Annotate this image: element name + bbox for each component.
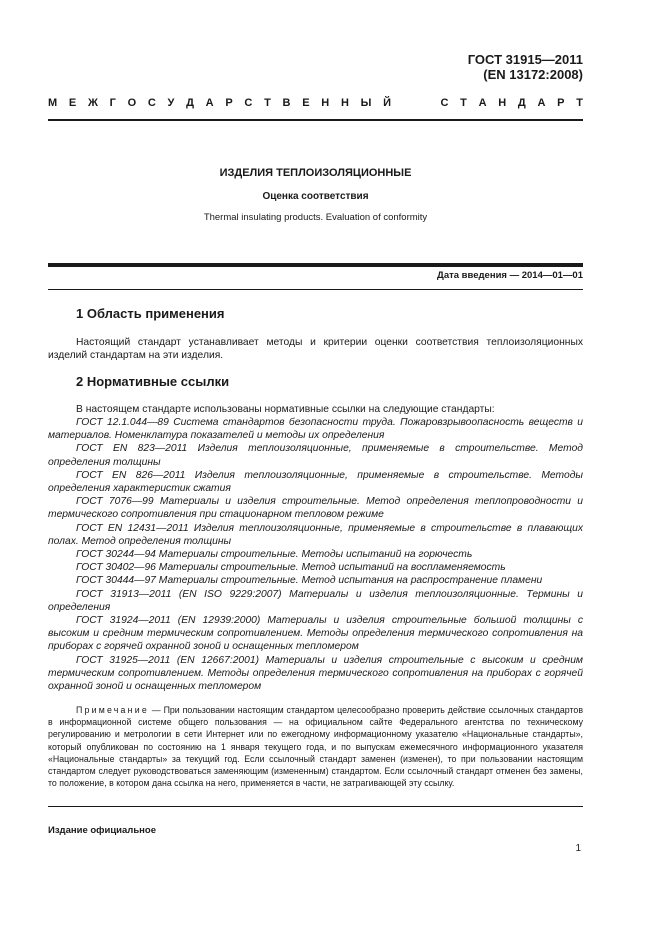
references-note [48,704,583,789]
section-heading-references: 2 Нормативные ссылки [76,374,230,389]
category-letter: А [537,97,546,109]
document-subtitle: Оценка соответствия [262,191,369,202]
references-intro: В настоящем стандарте использованы нормативные ссылки на следующие стандарты: [76,404,495,415]
category-letter: Т [576,97,583,109]
date-divider [48,289,583,290]
reference-item: ГОСТ 31924—2011 (EN 12939:2000) Материалы и изделия строительные большой толщины с высоким и средним термическим сопротивлением. Методы определения термического сопротивления на приборах с горячей охранной зоной и оснащенных тепломером [48,615,583,653]
document-english-title: Thermal insulating products. Evaluation of conformity [203,212,428,223]
category-letter: Ж [87,97,98,109]
category-letter: Г [109,97,116,109]
en-code: (EN 13172:2008) [483,67,583,82]
category-letter: Н [321,97,330,109]
category-letter: Т [264,97,271,109]
footer-divider [48,806,583,807]
category-letter: Ы [360,97,372,109]
reference-item: ГОСТ 31925—2011 (EN 12667:2001) Материалы и изделия строительные с высоким и средним термическим сопротивлением. Методы определения термического сопротивления на приборах с горячей охранной зоной и оснащенных тепломером [48,654,583,693]
category-letter: В [282,97,291,109]
reference-item: ГОСТ 30244—94 Материалы строительные. Методы испытаний на горючесть [76,549,473,561]
note-text: — При пользовании настоящим стандартом целесообразно проверить действие ссылочных стандартов в информационной системе общего пользования — на официальном сайте Федерального агентства по техническому регулированию и метрологии в сети Интернет или по ежегодному информационному указателю «Национальные стандарты», который опубликован по состоянию на 1 января текущего года, и по выпускам ежемесячного информационного указателя «Национальные стандарты» за текущий год. Если ссылочный стандарт заменен (изменен), то при пользовании настоящим стандартом следует руководствоваться заменяющим (измененным) стандартом. Если ссылочный стандарт отменен без замены, то положение, в котором дана ссылка на него, применяется в части, не затрагивающей эту ссылку. [48,705,583,789]
reference-item: ГОСТ 30444—97 Материалы строительные. Метод испытания на распространение пламени [76,575,543,587]
note-label: Примечание [76,705,149,715]
standard-code: ГОСТ 31915—2011 [467,52,583,67]
reference-item: ГОСТ EN 12431—2011 Изделия теплоизоляционные, применяемые в строительстве в плавающих полах. Метод определения толщины [48,522,583,547]
category-letter: Т [460,97,467,109]
category-letter: А [205,97,214,109]
category-letter: С [440,97,449,109]
title-divider-thick [48,263,583,267]
category-letter: Р [225,97,233,109]
category-letter: О [127,97,137,109]
references-list [48,416,583,693]
section-heading-scope: 1 Область применения [76,306,225,321]
scope-paragraph: Настоящий стандарт устанавливает методы и критерии оценки соответствия теплоизоляционных изделий стандартам на эти изделия. [48,337,583,362]
category-letter: Н [498,97,507,109]
reference-item: ГОСТ 31913—2011 (EN ISO 9229:2007) Материалы и изделия теплоизоляционные. Термины и определения [48,588,583,613]
category-letter: Й [383,97,392,109]
category-letter: Д [186,97,194,109]
effective-date: Дата введения — 2014—01—01 [437,270,583,281]
standard-code-block [468,52,583,82]
category-letter: Р [557,97,565,109]
category-letter: У [167,97,175,109]
reference-item: ГОСТ 7076—99 Материалы и изделия строительные. Метод определения теплопроводности и термического сопротивления при стационарном тепловом режиме [48,496,583,521]
reference-item: ГОСТ 12.1.044—89 Система стандартов безопасности труда. Пожаровзрывоопасность веществ и материалов. Номенклатура показателей и методы их определения [48,417,583,442]
category-letter: С [147,97,156,109]
reference-item: ГОСТ EN 826—2011 Изделия теплоизоляционные, применяемые в строительстве. Методы определения характеристик сжатия [48,469,583,495]
category-letter: Е [68,97,77,109]
category-letter: А [478,97,487,109]
reference-item: ГОСТ 30402—96 Материалы строительные. Метод испытаний на воспламеняемость [76,562,506,574]
header-rule [48,119,583,121]
page-number: 1 [575,843,581,854]
document-title: ИЗДЕЛИЯ ТЕПЛОИЗОЛЯЦИОННЫЕ [219,167,412,179]
category-letter: Н [340,97,349,109]
category-letter: С [244,97,253,109]
category-letter: Д [517,97,526,109]
category-letter: Е [302,97,310,109]
official-edition-label: Издание официальное [48,825,156,836]
category-title [48,97,583,109]
reference-item: ГОСТ EN 823—2011 Изделия теплоизоляционные, применяемые в строительстве. Метод определения толщины [48,443,583,468]
category-gap [403,97,429,109]
category-letter: М [48,97,58,109]
